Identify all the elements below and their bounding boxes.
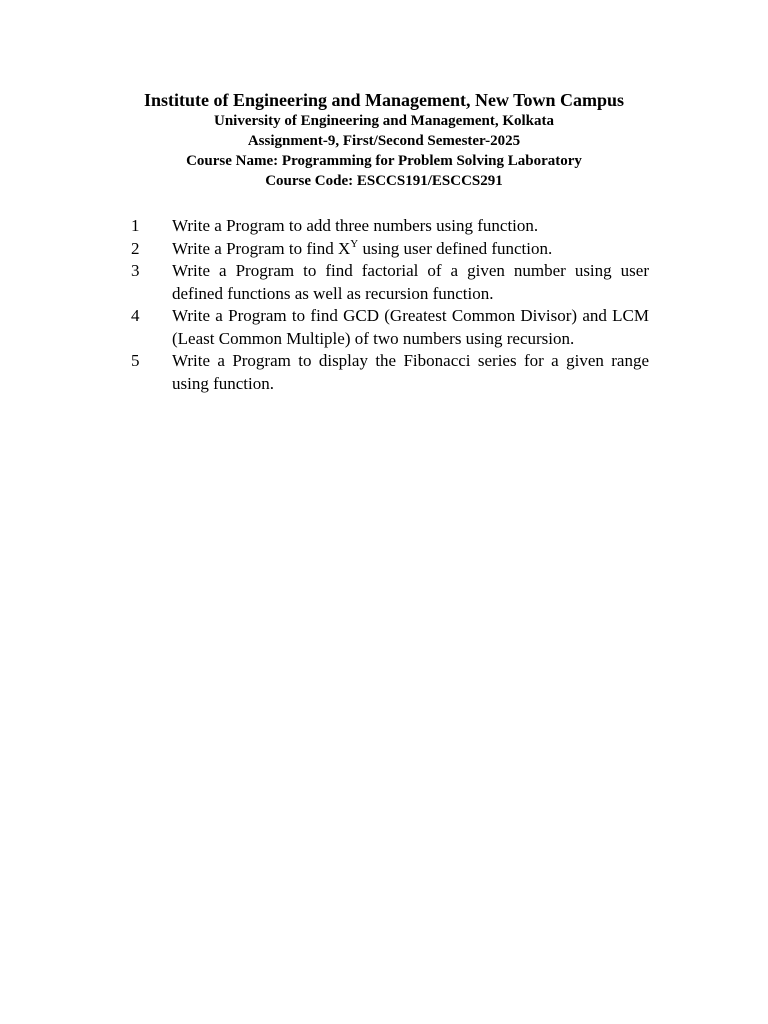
task-number: 4 [131,306,140,325]
task-text-after-superscript: using user defined function. [358,238,553,258]
task-number: 1 [131,216,140,235]
task-item-4 [131,305,649,350]
task-item-2 [131,238,649,261]
task-item-1 [131,215,649,238]
institute-title: Institute of Engineering and Management, New Town Campus [143,90,625,110]
task-text: Write a Program to find GCD (Greatest Common Divisor) and LCM (Least Common Multiple) of two numbers using recursion. [172,306,649,348]
task-text-before-superscript: Write a Program to find X [172,238,351,258]
superscript-exponent: Y [350,237,359,250]
course-name: Course Name: Programming for Problem Solving Laboratory [186,153,582,169]
assignment-title: Assignment-9, First/Second Semester-2025 [247,133,521,149]
task-text [172,238,649,261]
university-name: University of Engineering and Management, Kolkata [214,113,554,129]
task-item-5 [131,350,649,395]
assignment-task-list [131,215,649,395]
task-text: Write a Program to display the Fibonacci series for a given range using function. [172,351,649,393]
task-item-3 [131,260,649,305]
course-code: Course Code: ESCCS191/ESCCS291 [265,173,503,189]
task-text: Write a Program to find factorial of a given number using user defined functions as well as recursion function. [172,261,649,303]
task-number: 3 [131,261,140,280]
task-number: 2 [131,238,140,258]
document-header [0,89,768,191]
task-number: 5 [131,351,140,370]
task-text: Write a Program to add three numbers using function. [172,216,539,235]
